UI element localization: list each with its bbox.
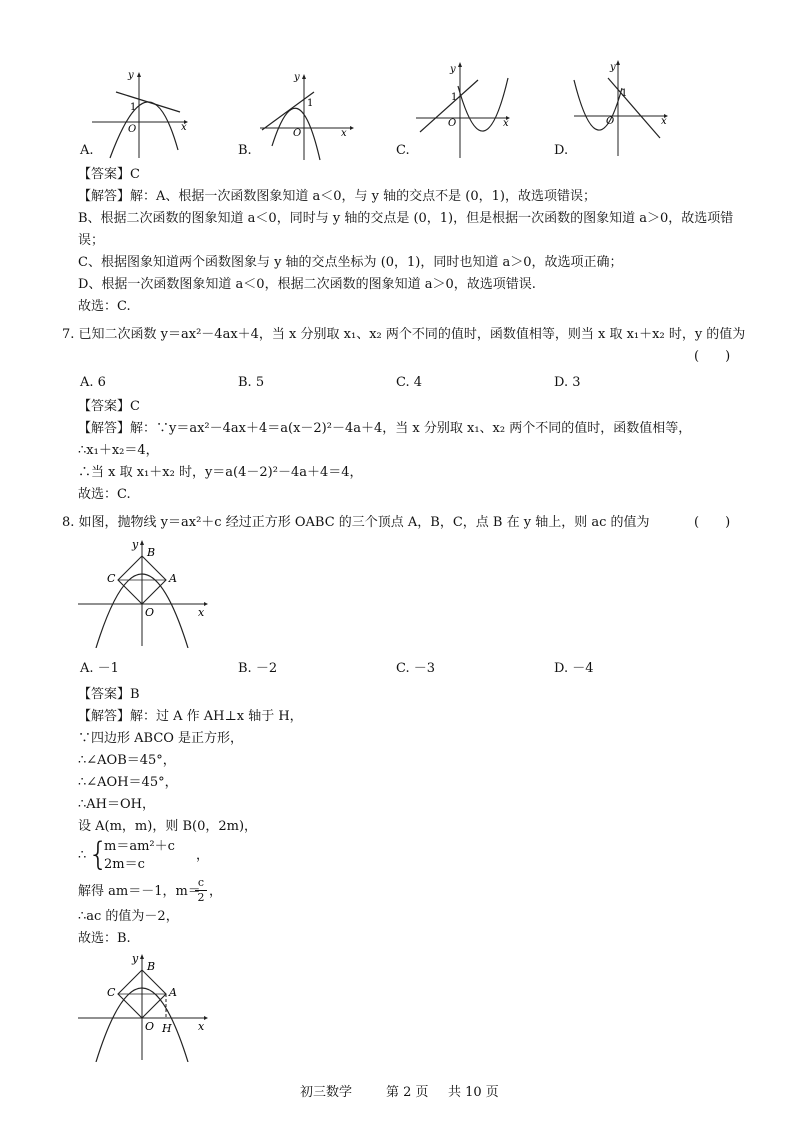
q8-explain-line: ∴∠AOB＝45°， — [78, 753, 176, 768]
point-a-label: A — [169, 986, 177, 999]
axis-label-x: x — [661, 116, 667, 127]
q6-explain-line: C、根据图象知道两个函数图象与 y 轴的交点坐标为 (0，1)，同时也知道 a＞0，故选项正确； — [78, 255, 623, 270]
q8-explain-line: ∴ac 的值为－2， — [78, 909, 179, 924]
q8-figure — [76, 536, 216, 648]
origin-label: O — [606, 116, 615, 127]
axis-label-y: y — [132, 538, 139, 551]
origin-label: O — [448, 118, 457, 129]
q7-option-c: C. 4 — [396, 375, 423, 390]
point-c-label: C — [107, 572, 116, 585]
q6-option-a: A. — [80, 143, 94, 158]
q6-graph-c — [414, 60, 514, 160]
q6-explain-line: 【解答】解：A、根据一次函数图象知道 a＜0，与 y 轴的交点不是 (0，1)，故选项错误； — [78, 189, 596, 204]
q8-explain-line: ∴AH＝OH， — [78, 797, 155, 812]
origin-label: O — [145, 1020, 155, 1033]
system-comma: ， — [196, 848, 210, 863]
q8-explain-line: ∴∠AOH＝45°， — [78, 775, 178, 790]
q6-option-b: B. — [238, 143, 252, 158]
solve-line — [78, 878, 378, 906]
q7-explain-line: ∴当 x 取 x₁＋x₂ 时，y＝a(4－2)²－4a＋4＝4， — [78, 465, 363, 480]
q8-option-b: B. －2 — [238, 661, 278, 676]
axis-label-y: y — [132, 952, 139, 965]
point-b-label: B — [147, 960, 156, 973]
q8-option-a: A. －1 — [80, 661, 119, 676]
left-brace: { — [88, 835, 109, 873]
fraction-numerator: c — [197, 876, 205, 889]
q8-option-c: C. －3 — [396, 661, 436, 676]
q8-stem: 8. 如图，抛物线 y＝ax²＋c 经过正方形 OABC 的三个顶点 A，B，C，点 B 在 y 轴上，则 ac 的值为 — [62, 515, 650, 530]
axis-label-x: x — [198, 606, 205, 619]
q6-option-d: D. — [554, 143, 569, 158]
footer-page-total: 共 10 页 — [448, 1085, 499, 1100]
solve-text: 解得 am＝－1，m＝ — [78, 884, 201, 899]
origin-label: O — [128, 124, 137, 135]
footer-subject: 初三数学 — [300, 1085, 353, 1100]
axis-label-y: y — [450, 64, 456, 75]
q8-explain-line: 设 A(m，m)，则 B(0，2m)， — [78, 819, 258, 834]
point-c-label: C — [107, 986, 116, 999]
q7-stem: 7. 已知二次函数 y＝ax²－4ax＋4，当 x 分别取 x₁、x₂ 两个不同的值时，函数值相等，则当 x 取 x₁＋x₂ 时，y 的值为 — [62, 327, 746, 342]
q8-solution-figure — [76, 950, 216, 1062]
axis-label-x: x — [198, 1020, 205, 1033]
origin-label: O — [293, 128, 302, 139]
q8-option-d: D. －4 — [554, 661, 594, 676]
axis-label-y: y — [294, 72, 300, 83]
intercept-label: 1 — [307, 98, 314, 109]
q7-answer: 【答案】C — [78, 399, 140, 414]
q8-answer-paren: ( ) — [694, 515, 731, 530]
q6-graph-d — [572, 58, 672, 158]
q7-answer-paren: ( ) — [694, 349, 731, 364]
q6-explain-line: 误； — [78, 233, 105, 248]
q6-graph-a — [88, 70, 188, 160]
intercept-label: 1 — [451, 92, 458, 103]
q7-option-b: B. 5 — [238, 375, 265, 390]
intercept-label: 1 — [621, 88, 628, 99]
q6-option-c: C. — [396, 143, 410, 158]
axis-label-x: x — [341, 128, 347, 139]
therefore-symbol: ∴ — [78, 848, 87, 863]
point-h-label: H — [162, 1022, 172, 1035]
point-b-label: B — [147, 546, 156, 559]
equation-1: m＝am²＋c — [104, 839, 175, 854]
q8-explain-line: 【解答】解：过 A 作 AH⊥x 轴于 H， — [78, 709, 303, 724]
q8-answer: 【答案】B — [78, 687, 140, 702]
q6-graph-b — [258, 72, 358, 162]
axis-label-y: y — [610, 62, 616, 73]
footer-page-number: 第 2 页 — [386, 1085, 429, 1100]
fraction-denominator: 2 — [197, 891, 205, 904]
q6-explain-line: D、根据一次函数图象知道 a＜0，根据二次函数的图象知道 a＞0，故选项错误. — [78, 277, 536, 292]
q8-explain-line: ∵四边形 ABCO 是正方形， — [78, 731, 244, 746]
axis-label-x: x — [181, 122, 187, 133]
axis-label-y: y — [128, 70, 134, 81]
equation-2: 2m＝c — [104, 857, 145, 872]
q7-explain-line: ∴x₁＋x₂＝4， — [78, 443, 159, 458]
axis-label-x: x — [503, 118, 509, 129]
q7-explain-line: 【解答】解：∵y＝ax²－4ax＋4＝a(x－2)²－4a＋4，当 x 分别取 x₁、x₂ 两个不同的值时，函数值相等， — [78, 421, 692, 436]
q8-explain-line: 故选：B. — [78, 931, 131, 946]
point-a-label: A — [169, 572, 177, 585]
q6-explain-line: B、根据二次函数的图象知道 a＜0，同时与 y 轴的交点是 (0，1)，但是根据一次函数的图象知道 a＞0，故选项错 — [78, 211, 734, 226]
q7-option-d: D. 3 — [554, 375, 581, 390]
origin-label: O — [145, 606, 155, 619]
q6-answer: 【答案】C — [78, 167, 140, 182]
q7-option-a: A. 6 — [80, 375, 106, 390]
solve-comma: ， — [209, 884, 223, 899]
q7-explain-line: 故选：C. — [78, 487, 131, 502]
q6-explain-line: 故选：C. — [78, 299, 131, 314]
intercept-label: 1 — [130, 102, 137, 113]
